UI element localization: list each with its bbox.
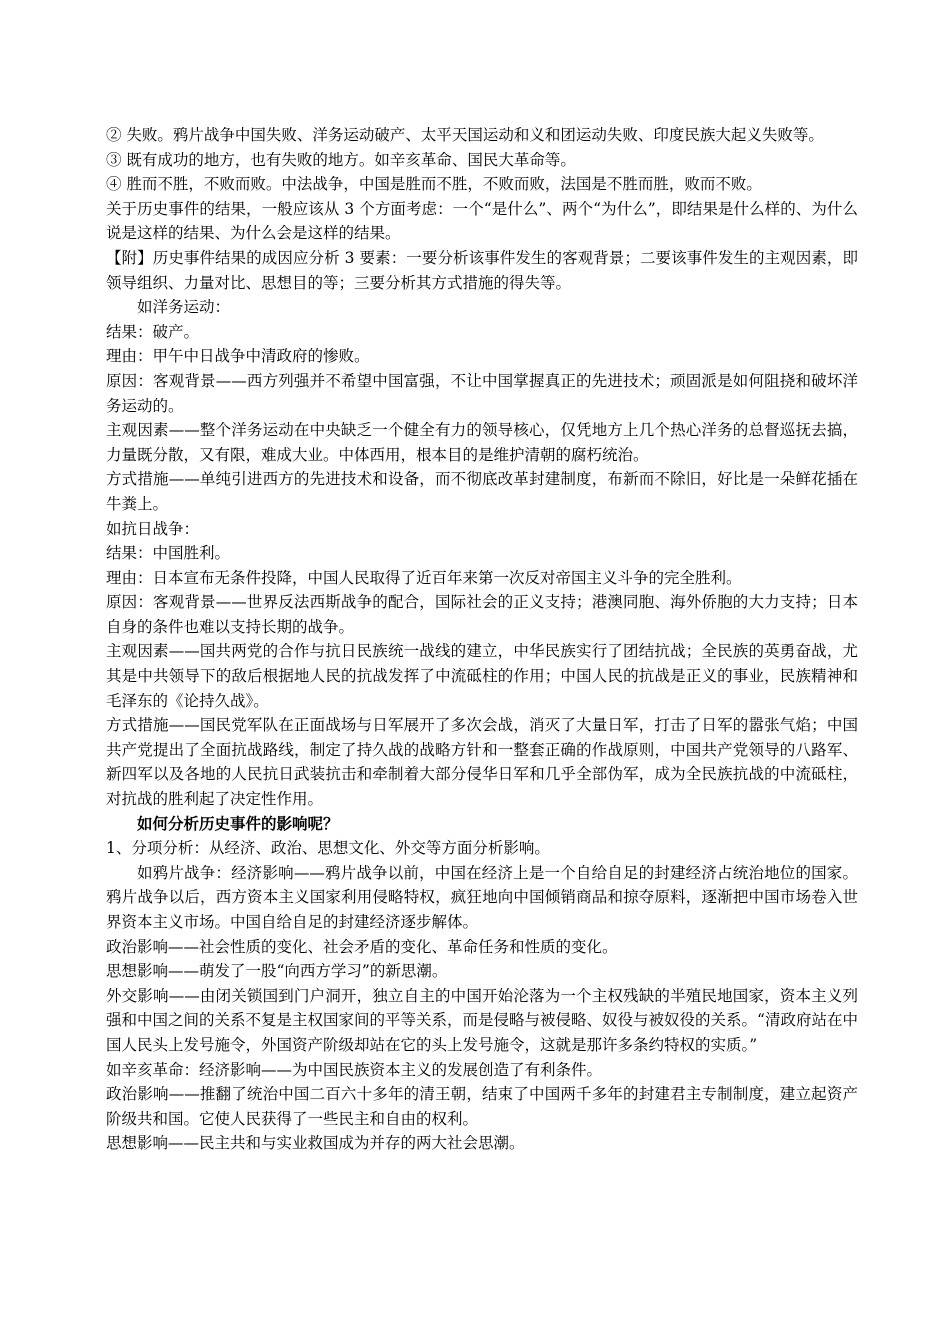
paragraph-opium-political: 政治影响——社会性质的变化、社会矛盾的变化、革命任务和性质的变化。 xyxy=(106,937,618,956)
paragraph-example-anti-japanese: 如抗日战争： xyxy=(106,519,200,538)
paragraph-xinhai-economic: 如辛亥革命：经济影响——为中国民族资本主义的发展创造了有利条件。 xyxy=(106,1060,603,1079)
paragraph-xinhai-political: 政治影响——推翻了统治中国二百六十多年的清王朝，结束了中国两千多年的封建君主专制制度，建立起资产阶级共和国。它使人民获得了一些民主和自由的权利。 xyxy=(106,1085,858,1128)
paragraph-result: 结果：破产。 xyxy=(106,322,200,341)
paragraph-itemized-analysis: 1、分项分析：从经济、政治、思想文化、外交等方面分析影响。 xyxy=(106,839,550,858)
section-heading-impact: 如何分析历史事件的影响呢？ xyxy=(137,814,339,833)
paragraph-cause-subjective-war: 主观因素——国共两党的合作与抗日民族统一战线的建立，中华民族实行了团结抗战；全民族的英勇奋战，尤其是中共领导下的敌后根据地人民的抗战发挥了中流砥柱的作用；中国人民的抗战是正义的事业，民族精神和毛泽东的《论持久战》。 xyxy=(106,642,858,710)
paragraph-paradox: ④ 胜而不胜，不败而败。中法战争，中国是胜而不胜，不败而败，法国是不胜而胜，败而不败。 xyxy=(106,175,762,194)
paragraph-opium-economic: 如鸦片战争：经济影响——鸦片战争以前，中国在经济上是一个自给自足的封建经济占统治地位的国家。鸦片战争以后，西方资本主义国家利用侵略特权，疯狂地向中国倾销商品和掠夺原料，逐渐把中国市场卷入世界资本主义市场。中国自给自足的封建经济逐步解体。 xyxy=(106,863,858,931)
paragraph-opium-diplomatic: 外交影响——由闭关锁国到门户洞开，独立自主的中国开始沦落为一个主权残缺的半殖民地国家，资本主义列强和中国之间的关系不复是主权国家间的平等关系，而是侵略与被侵略、奴役与被奴役的关系。“清政府站在中国人民头上发号施令，外国资产阶级却站在它的头上发号施令，这就是那许多条约特权的实质。” xyxy=(106,986,858,1054)
paragraph-cause-methods: 方式措施——单纯引进西方的先进技术和设备，而不彻底改革封建制度，布新而不除旧，好比是一朵鲜花插在牛粪上。 xyxy=(106,470,858,513)
paragraph-mixed: ③ 既有成功的地方，也有失败的地方。如辛亥革命、国民大革命等。 xyxy=(106,150,576,169)
paragraph-appendix: 【附】历史事件结果的成因应分析 3 要素：一要分析该事件发生的客观背景；二要该事件发生的主观因素，即领导组织、力量对比、思想目的等；三要分析其方式措施的得失等。 xyxy=(106,248,858,292)
paragraph-xinhai-ideological: 思想影响——民主共和与实业救国成为并存的两大社会思潮。 xyxy=(106,1134,525,1153)
paragraph-cause-objective: 原因：客观背景——西方列强并不希望中国富强，不让中国掌握真正的先进技术；顽固派是如何阻挠和破坏洋务运动的。 xyxy=(106,371,858,415)
paragraph-failure: ② 失败。鸦片战争中国失败、洋务运动破产、太平天国运动和义和团运动失败、印度民族大起义失败等。 xyxy=(106,126,824,144)
paragraph-cause-objective-war: 原因：客观背景——世界反法西斯战争的配合，国际社会的正义支持；港澳同胞、海外侨胞的大力支持；日本自身的条件也难以支持长期的战争。 xyxy=(106,593,858,636)
paragraph-reason-surrender: 理由：日本宣布无条件投降，中国人民取得了近百年来第一次反对帝国主义斗争的完全胜利。 xyxy=(106,568,742,587)
paragraph-result-aspects: 关于历史事件的结果，一般应该从 3 个方面考虑：一个“是什么”、两个“为什么”，即结果是什么样的、为什么说是这样的结果、为什么会是这样的结果。 xyxy=(106,199,858,243)
document-page xyxy=(106,123,858,1156)
paragraph-cause-methods-war: 方式措施——国民党军队在正面战场与日军展开了多次会战，消灭了大量日军，打击了日军的嚣张气焰；中国共产党提出了全面抗战路线，制定了持久战的战略方针和一整套正确的作战原则，中国共产党领导的八路军、新四军以及各地的人民抗日武装抗击和牵制着大部分侵华日军和几乎全部伪军，成为全民族抗战的中流砥柱，对抗战的胜利起了决定性作用。 xyxy=(106,716,858,809)
paragraph-cause-subjective: 主观因素——整个洋务运动在中央缺乏一个健全有力的领导核心，仅凭地方上几个热心洋务的总督巡抚去搞，力量既分散，又有限，难成大业。中体西用，根本目的是维护清朝的腐朽统治。 xyxy=(106,421,858,464)
paragraph-reason: 理由：甲午中日战争中清政府的惨败。 xyxy=(106,347,370,366)
paragraph-example-westernization: 如洋务运动： xyxy=(137,298,231,317)
paragraph-opium-ideological: 思想影响——萌发了一股“向西方学习”的新思潮。 xyxy=(106,962,448,981)
paragraph-result-victory: 结果：中国胜利。 xyxy=(106,544,231,563)
